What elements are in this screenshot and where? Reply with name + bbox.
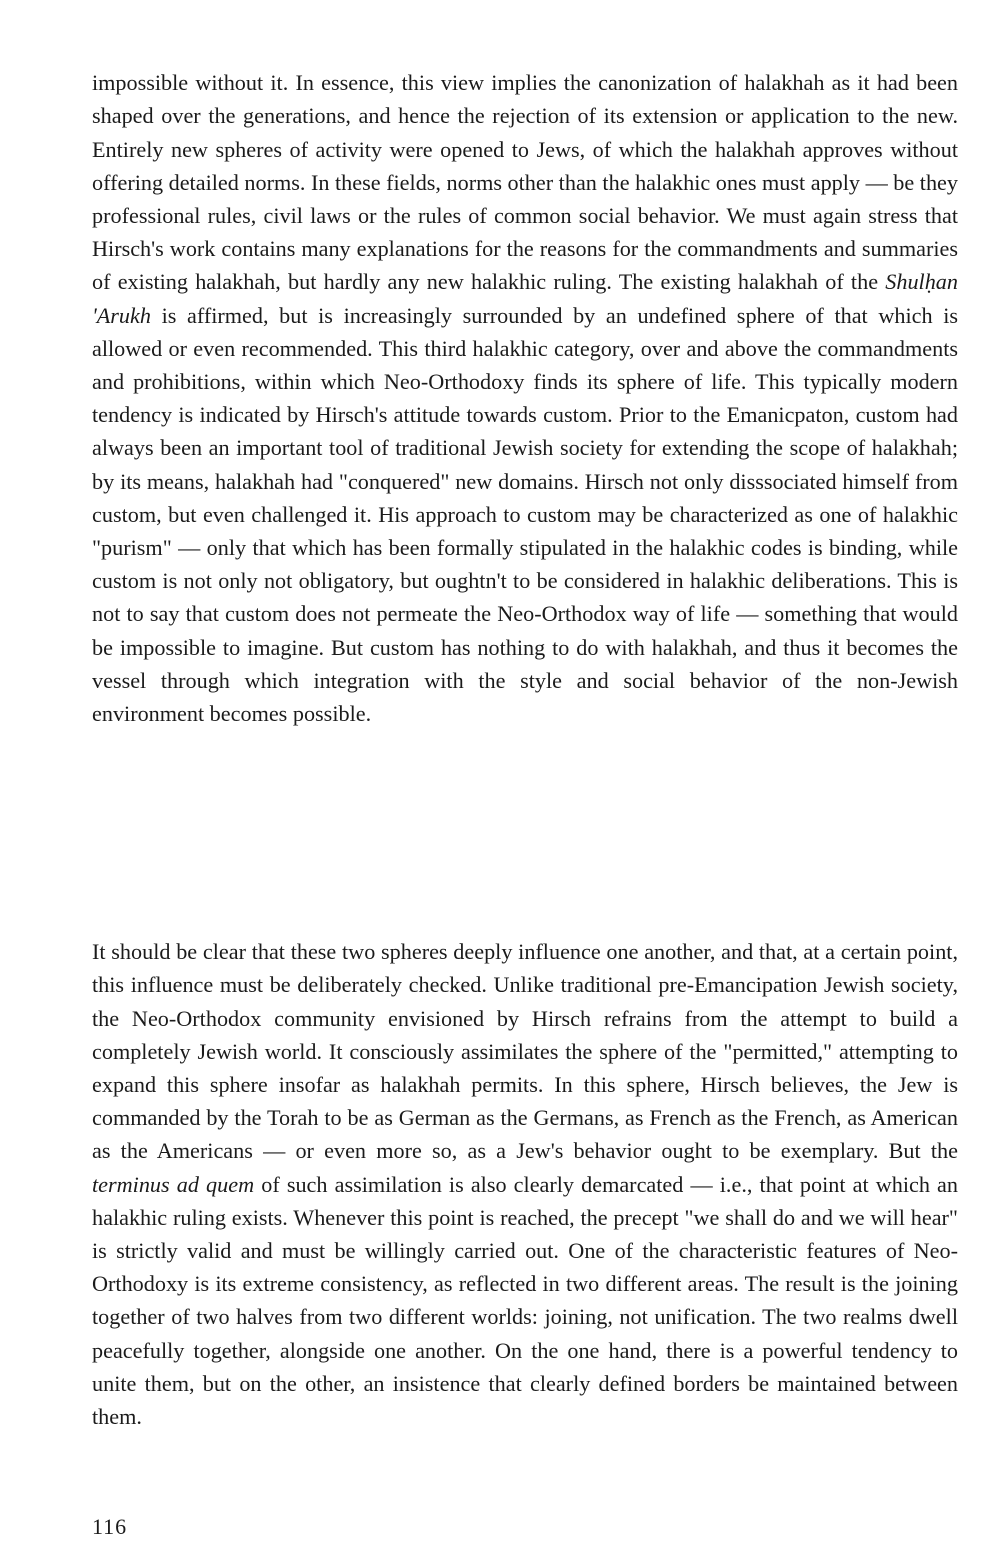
paragraph-2-text-2: of such assimilation is also clearly demarcated — i.e., that point at which an halakhic ruling exists. Whenever this point is reached, the precept "we shall do and we will hear" is strictly valid and must be willingly carried out. One of the characteristic features of Neo-Orthodoxy is its extreme consistency, as reflected in two different areas. The result is the joining together of two halves from two different worlds: joining, not unification. The two realms dwell peacefully together, alongside one another. On the one hand, there is a powerful tendency to unite them, but on the other, an insistence that clearly defined borders be maintained between them. <box>92 1171 959 1430</box>
body-paragraph-2 <box>92 935 958 1433</box>
page-number: 116 <box>92 1514 128 1539</box>
paragraph-1-text-1: impossible without it. In essence, this view implies the canonization of halakhah as it had been shaped over the generations, and hence the rejection of its extension or application to the new. Entirely new spheres of activity were opened to Jews, of which the halakhah approves without offering detailed norms. In these fields, norms other than the halakhic ones must apply — be they professional rules, civil laws or the rules of common social behavior. We must again stress that Hirsch's work contains many explanations for the reasons for the commandments and summaries of existing halakhah, but hardly any new halakhic ruling. The existing halakhah of the <box>92 70 958 295</box>
paragraph-1-italic-title: Shulḥan 'Arukh <box>92 269 958 328</box>
paragraph-2-italic-phrase: terminus ad quem <box>92 1171 255 1197</box>
body-paragraph-1 <box>92 66 958 730</box>
paragraph-1-text-2: is affirmed, but is increasingly surrounded by an undefined sphere of that which is allowed or even recommended. This third halakhic category, over and above the commandments and prohibitions, within which Neo-Orthodoxy finds its sphere of life. This typically modern tendency is indicated by Hirsch's attitude towards custom. Prior to the Emanicpaton, custom had always been an important tool of traditional Jewish society for extending the scope of halakhah; by its means, halakhah had "conquered" new domains. Hirsch not only disssociated himself from custom, but even challenged it. His approach to custom may be characterized as one of halakhic "purism" — only that which has been formally stipulated in the halakhic codes is binding, while custom is not only not obligatory, but oughtn't to be considered in halakhic deliberations. This is not to say that custom does not permeate the Neo-Orthodox way of life — something that would be impossible to imagine. But custom has nothing to do with halakhah, and thus it becomes the vessel through which integration with the style and social behavior of the non-Jewish environment becomes possible. <box>92 302 958 727</box>
paragraph-2-text-1: It should be clear that these two spheres deeply influence one another, and that, at a certain point, this influence must be deliberately checked. Unlike traditional pre-Emancipation Jewish society, the Neo-Orthodox community envisioned by Hirsch refrains from the attempt to build a completely Jewish world. It consciously assimilates the sphere of the "permitted," attempting to expand this sphere insofar as halakhah permits. In this sphere, Hirsch believes, the Jew is commanded by the Torah to be as German as the Germans, as French as the French, as American as the Americans — or even more so, as a Jew's behavior ought to be exemplary. But the <box>92 939 958 1164</box>
